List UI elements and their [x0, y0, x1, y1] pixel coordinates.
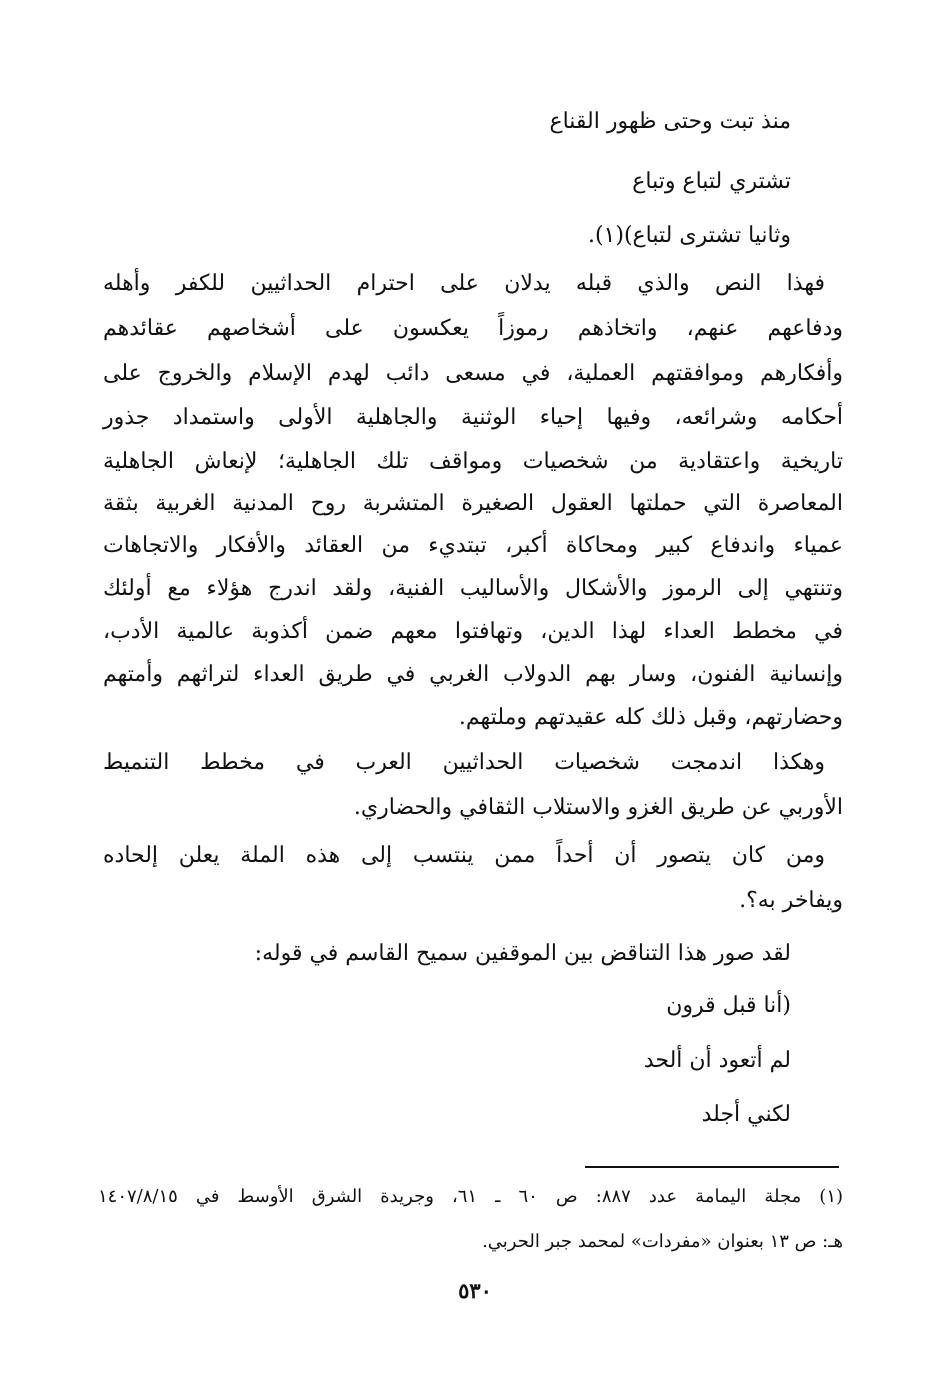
footnote-separator [585, 1166, 839, 1168]
paragraph-line: وهكذا اندمجت شخصيات الحداثيين العرب في مخطط التنميط [103, 750, 825, 775]
poem-line: تشتري لتباع وتباع [632, 169, 791, 194]
poem-line: لم أتعود أن ألحد [643, 1048, 791, 1073]
paragraph-line: فهذا النص والذي قبله يدلان على احترام الحداثيين للكفر وأهله [103, 271, 825, 296]
poem-line: منذ تبت وحتى ظهور القناع [549, 109, 791, 134]
paragraph-line: وإنسانية الفنون، وسار بهم الدولاب الغربي في طريق العداء لتراثهم وأمتهم [103, 662, 843, 687]
paragraph-line: في مخطط العداء لهذا الدين، وتهافتوا معهم ضمن أكذوبة عالمية الأدب، [103, 619, 843, 644]
page-number: ٥٣٠ [458, 1278, 492, 1303]
paragraph-line: أحكامه وشرائعه، وفيها إحياء الوثنية والجاهلية الأولى واستمداد جذور [103, 405, 843, 430]
poem-line: لكني أجلد [701, 1102, 791, 1127]
paragraph-line: المعاصرة التي حملتها العقول الصغيرة المتشربة روح المدنية الغربية بثقة [103, 491, 843, 516]
footnote-line: هـ: ص ١٣ بعنوان «مفردات» لمحمد جبر الحربي. [482, 1231, 843, 1252]
intro-line: لقد صور هذا التناقض بين الموقفين سميح القاسم في قوله: [254, 941, 791, 966]
paragraph-line: ومن كان يتصور أن أحداً ممن ينتسب إلى هذه الملة يعلن إلحاده [103, 843, 825, 868]
paragraph-line: تاريخية واعتقادية من شخصيات ومواقف تلك الجاهلية؛ لإنعاش الجاهلية [103, 449, 843, 474]
paragraph-line: ودفاعهم عنهم، واتخاذهم رموزاً يعكسون على أشخاصهم عقائدهم [103, 316, 843, 341]
poem-line: وثانيا تشترى لتباع)(١). [587, 223, 791, 248]
paragraph-line: وتنتهي إلى الرموز والأشكال والأساليب الفنية، ولقد اندرج هؤلاء مع أولئك [103, 576, 843, 601]
paragraph-line: ويفاخر به؟. [739, 888, 843, 913]
paragraph-line: الأوربي عن طريق الغزو والاستلاب الثقافي والحضاري. [353, 795, 843, 820]
poem-line: (أنا قبل قرون [666, 993, 791, 1018]
paragraph-line: وحضارتهم، وقبل ذلك كله عقيدتهم وملتهم. [458, 705, 843, 730]
footnote-line: (١) مجلة اليمامة عدد ٨٨٧: ص ٦٠ ـ ٦١، وجريدة الشرق الأوسط في ١٤٠٧/٨/١٥ [98, 1186, 844, 1207]
paragraph-line: عمياء واندفاع كبير ومحاكاة أكبر، تبتديء من العقائد والأفكار والاتجاهات [103, 533, 843, 558]
paragraph-line: وأفكارهم وموافقتهم العملية، في مسعى دائب لهدم الإسلام والخروج على [103, 361, 843, 386]
